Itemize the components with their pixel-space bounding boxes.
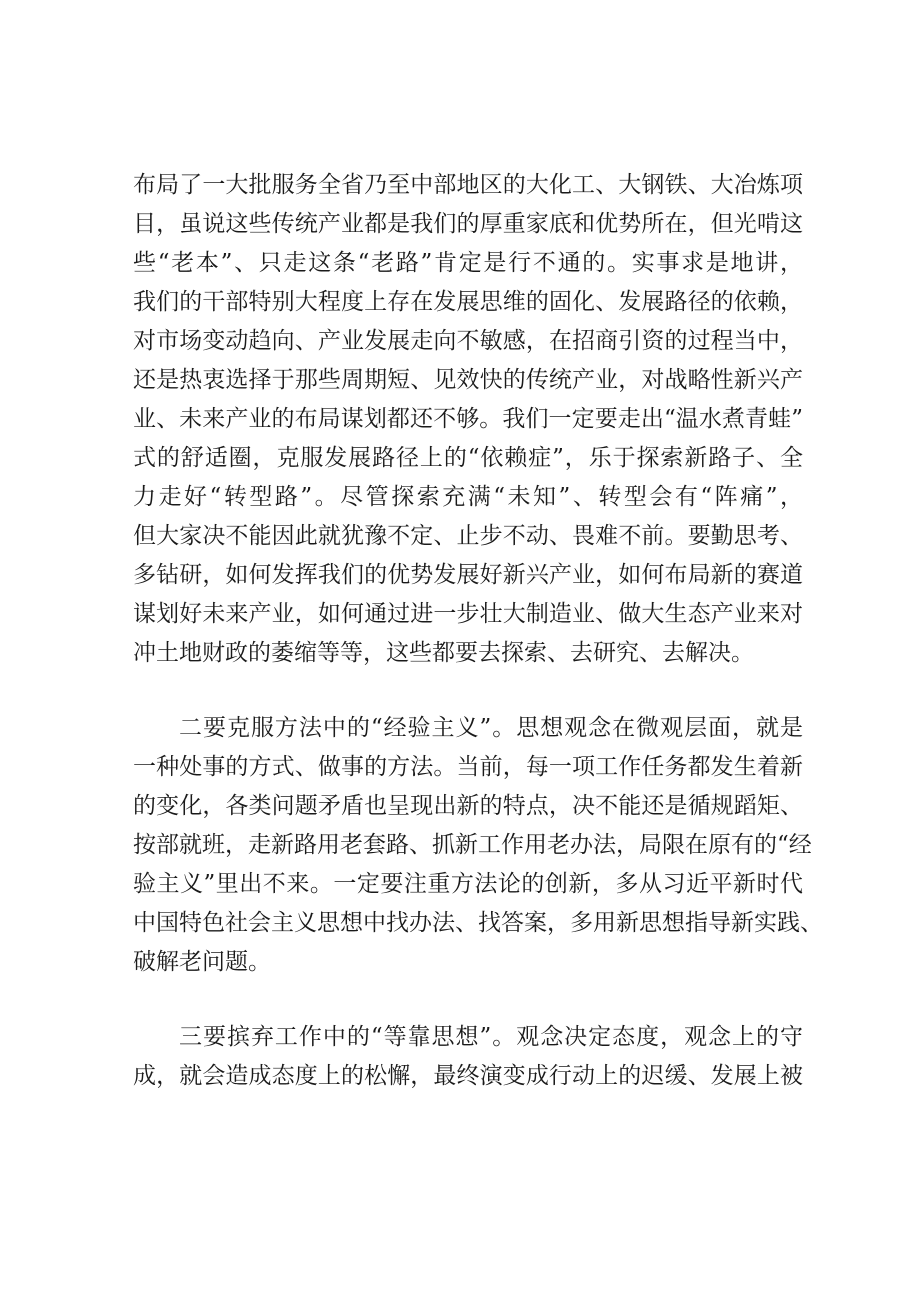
paragraph-1 <box>133 166 803 673</box>
text-line: 破解老问题。 <box>133 949 271 975</box>
text-line: 些“老本”、只走这条“老路”肯定是行不通的。实事求是地讲， <box>133 250 803 276</box>
text-line: 谋划好未来产业，如何通过进一步壮大制造业、做大生态产业来对 <box>133 601 803 627</box>
text-line: 中国特色社会主义思想中找办法、找答案，多用新思想指导新实践、 <box>133 910 823 936</box>
text-line: 但大家决不能因此就犹豫不定、止步不动、畏难不前。要勤思考、 <box>133 523 803 549</box>
text-line: 验主义”里出不来。一定要注重方法论的创新，多从习近平新时代 <box>133 871 803 897</box>
text-line: 按部就班，走新路用老套路、抓新工作用老办法，局限在原有的“经 <box>133 832 812 858</box>
text-line: 对市场变动趋向、产业发展走向不敏感，在招商引资的过程当中， <box>133 328 803 354</box>
document-body <box>133 166 823 1096</box>
text-line: 目，虽说这些传统产业都是我们的厚重家底和优势所在，但光啃这 <box>133 211 803 237</box>
text-line: 布局了一大批服务全省乃至中部地区的大化工、大钢铁、大冶炼项 <box>133 172 803 198</box>
text-line: 的变化，各类问题矛盾也呈现出新的特点，决不能还是循规蹈矩、 <box>133 793 803 819</box>
text-line: 我们的干部特别大程度上存在发展思维的固化、发展路径的依赖， <box>133 289 803 315</box>
text-line: 一种处事的方式、做事的方法。当前，每一项工作任务都发生着新 <box>133 754 803 780</box>
text-line: 业、未来产业的布局谋划都还不够。我们一定要走出“温水煮青蛙” <box>133 406 803 432</box>
text-line: 多钻研，如何发挥我们的优势发展好新兴产业，如何布局新的赛道 <box>133 562 803 588</box>
text-line: 力走好“转型路”。尽管探索充满“未知”、转型会有“阵痛”， <box>133 484 803 510</box>
text-line: 式的舒适圈，克服发展路径上的“依赖症”，乐于探索新路子、全 <box>133 445 803 471</box>
paragraph-spacer <box>133 673 803 709</box>
text-line: 还是热衷选择于那些周期短、见效快的传统产业，对战略性新兴产 <box>133 367 803 393</box>
paragraph-3 <box>133 1018 803 1096</box>
paragraph-spacer <box>133 982 803 1018</box>
text-line: 二要克服方法中的“经验主义”。思想观念在微观层面，就是 <box>179 715 803 741</box>
text-line: 三要摈弃工作中的“等靠思想”。观念决定态度，观念上的守 <box>179 1024 803 1050</box>
text-line: 冲土地财政的萎缩等等，这些都要去探索、去研究、去解决。 <box>133 640 754 666</box>
text-line: 成，就会造成态度上的松懈，最终演变成行动上的迟缓、发展上被 <box>133 1063 803 1089</box>
paragraph-2 <box>133 709 823 982</box>
